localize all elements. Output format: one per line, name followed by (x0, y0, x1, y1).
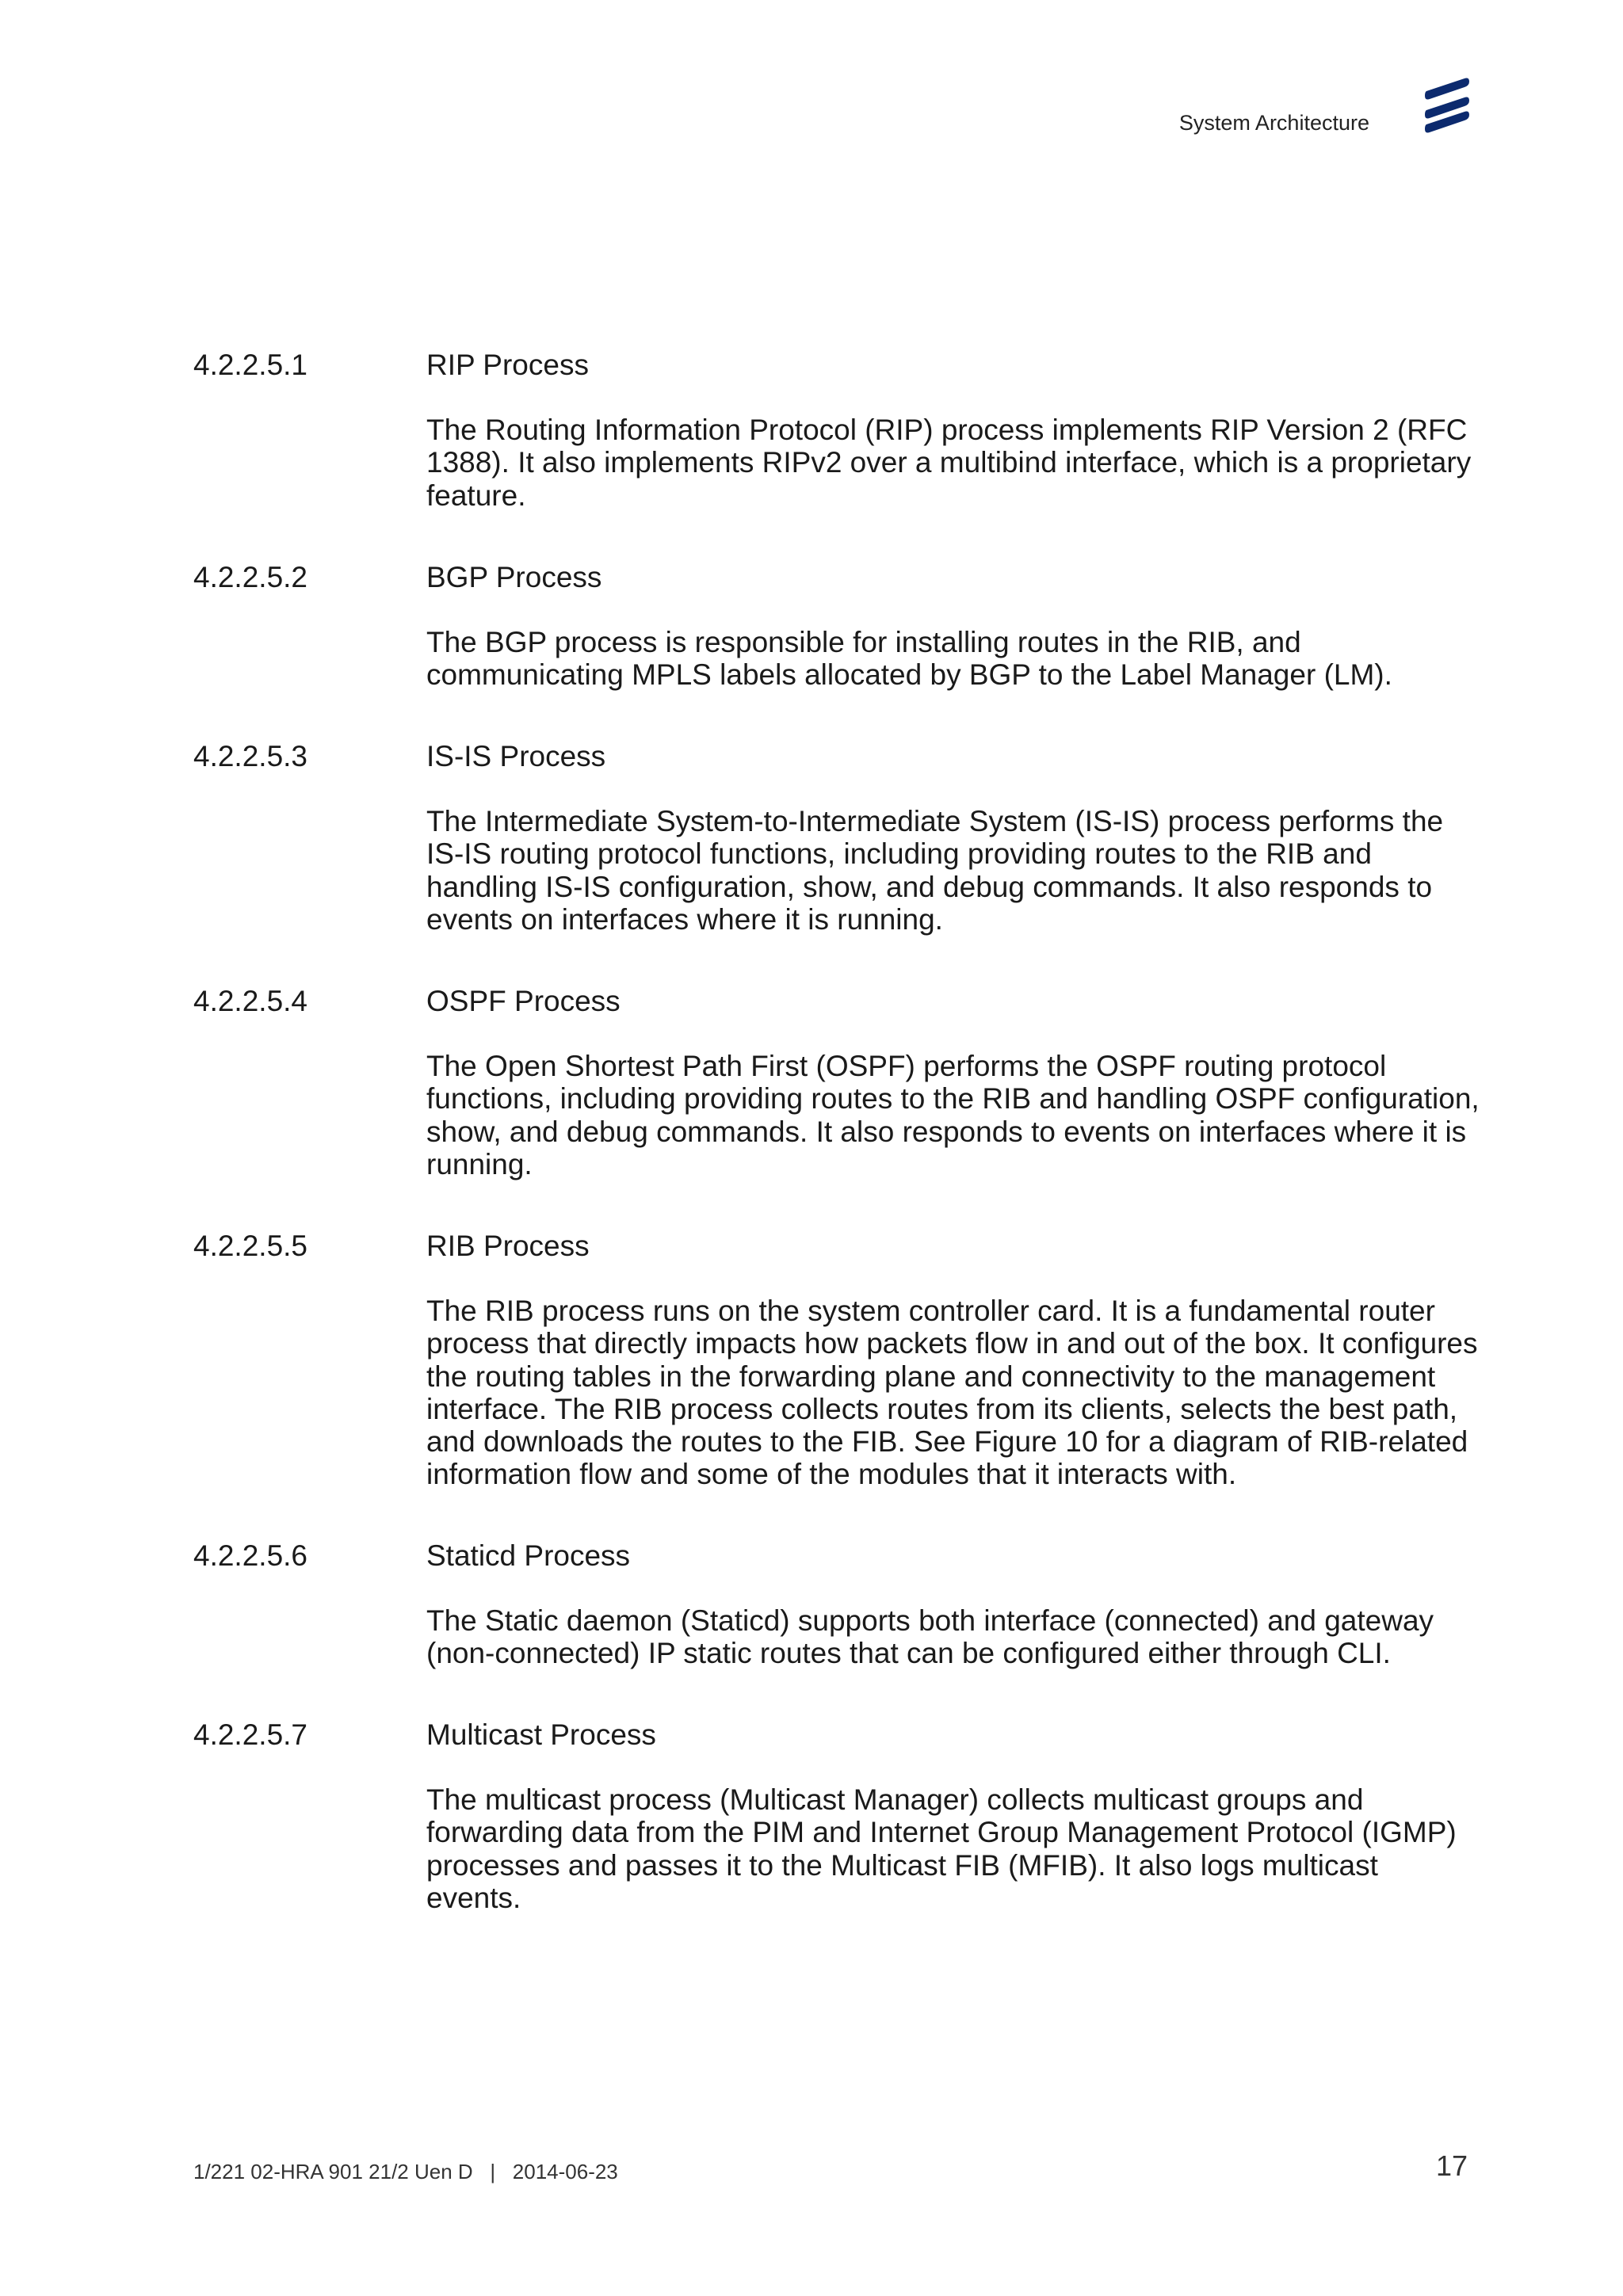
section-number: 4.2.2.5.4 (193, 985, 308, 1017)
footer-document-id: 1/221 02-HRA 901 21/2 Uen D | 2014-06-23 (193, 2160, 618, 2183)
section-number: 4.2.2.5.7 (193, 1718, 308, 1751)
section-body: The Intermediate System-to-Intermediate System (IS-IS) process performs the IS-IS routing protocol functions, including providing routes to the RIB and handling IS-IS configuration, show, and debug commands. It also responds to events on interfaces where it is running. (426, 805, 1444, 936)
section-body: The BGP process is responsible for installing routes in the RIB, and communicating MPLS labels allocated by BGP to the Label Manager (LM). (426, 626, 1392, 692)
section-title: BGP Process (426, 561, 602, 593)
section-title: RIP Process (426, 349, 589, 381)
section-title: IS-IS Process (426, 740, 606, 772)
section-number: 4.2.2.5.2 (193, 561, 308, 593)
section-number: 4.2.2.5.1 (193, 349, 308, 381)
running-header: System Architecture (1178, 111, 1369, 135)
section-number: 4.2.2.5.3 (193, 740, 308, 772)
section-body: The multicast process (Multicast Manager) collects multicast groups and forwarding data from the PIM and Internet Group Management Protocol (IGMP) processes and passes it to the Multicast FIB (MFIB). It also logs multicast events. (426, 1783, 1457, 1914)
section-body: The RIB process runs on the system controller card. It is a fundamental router process that directly impacts how packets flow in and out of the box. It configures the routing tables in the forwarding plane and connectivity to the management interface. The RIB process collects routes from its clients, selects the best path, and downloads the routes to the FIB. See Figure 10 for a diagram of RIB-related information flow and some of the modules that it interacts with. (426, 1295, 1478, 1491)
section-number: 4.2.2.5.6 (193, 1539, 308, 1572)
page-number: 17 (1435, 2149, 1468, 2182)
section-body: The Routing Information Protocol (RIP) process implements RIP Version 2 (RFC 1388). It also implements RIPv2 over a multibind interface, which is a proprietary feature. (426, 414, 1472, 512)
section-title: Multicast Process (426, 1718, 656, 1751)
section-body: The Static daemon (Staticd) supports both interface (connected) and gateway (non-connected) IP static routes that can be configured either through CLI. (426, 1604, 1434, 1670)
ericsson-logo-icon (1423, 75, 1471, 135)
section-body: The Open Shortest Path First (OSPF) performs the OSPF routing protocol functions, including providing routes to the RIB and handling OSPF configuration, show, and debug commands. It also responds to events on interfaces where it is running. (426, 1050, 1480, 1180)
section-title: Staticd Process (426, 1539, 631, 1572)
section-title: OSPF Process (426, 985, 621, 1017)
section-number: 4.2.2.5.5 (193, 1230, 308, 1262)
section-title: RIB Process (426, 1230, 590, 1262)
